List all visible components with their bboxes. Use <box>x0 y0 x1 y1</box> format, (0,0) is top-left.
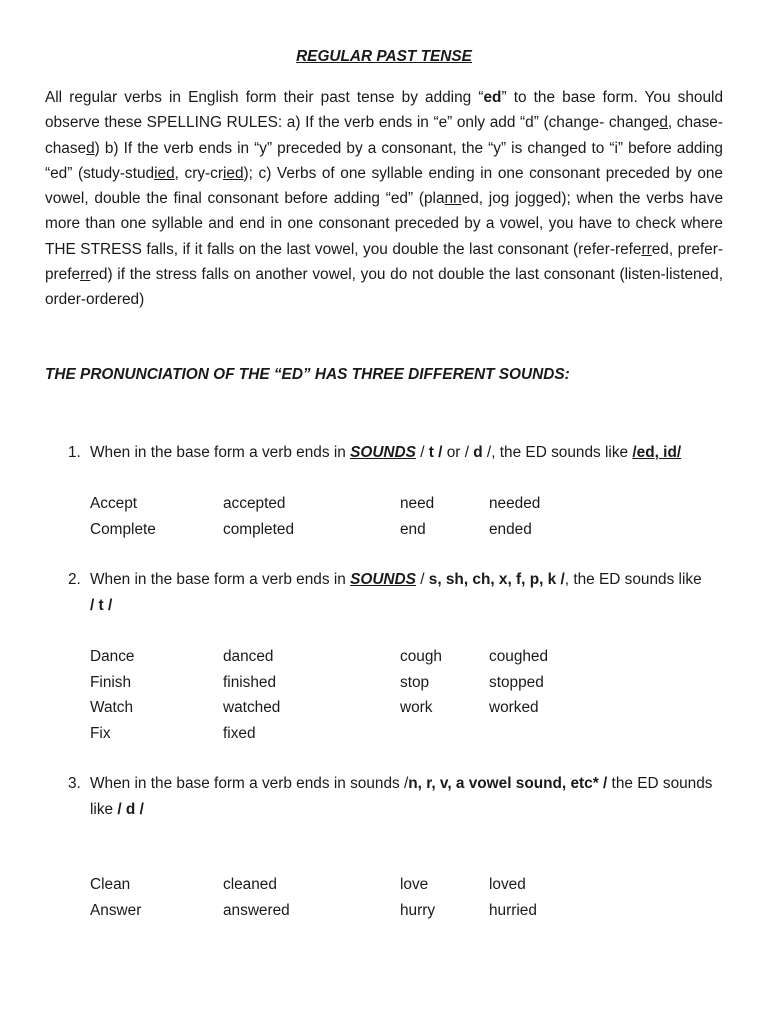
past-verb: ended <box>489 520 532 538</box>
past-verb: watched <box>223 699 281 716</box>
past-verb: answered <box>223 901 290 919</box>
base-verb: stop <box>400 673 430 691</box>
past-verb: needed <box>489 495 541 512</box>
list-number: 1. <box>68 444 81 461</box>
past-verb: danced <box>223 648 274 665</box>
table-row <box>90 695 590 721</box>
rule-item-2 <box>68 567 723 618</box>
sounds-label: SOUNDS <box>350 444 416 461</box>
intro-text: ed, prefer-prefe <box>45 240 723 284</box>
rule-text-part: /, the ED sounds like <box>482 444 633 461</box>
rule-text-part: the ED sounds <box>607 775 713 792</box>
rule-text-part: When in the base form a verb ends in sounds / <box>90 775 409 792</box>
table-row <box>90 644 590 670</box>
past-verb: fixed <box>223 724 256 742</box>
table-row <box>90 721 590 747</box>
rule-text-part: When in the base form a verb ends in <box>90 444 351 461</box>
rule-text <box>90 567 723 618</box>
verb-table-3 <box>90 872 590 923</box>
rule-text-part: / <box>415 444 429 461</box>
table-row <box>90 517 590 543</box>
rule-text-part: / <box>415 571 429 588</box>
intro-text: ” to the base form. You should observe these SPELLING RULES: a) If the verb ends in “e” only add “d” (change- change <box>45 89 723 132</box>
intro-underline: ied <box>154 164 175 182</box>
table-row <box>90 872 590 898</box>
rule-item-3 <box>68 771 723 822</box>
intro-underline: gg <box>527 190 545 208</box>
intro-underline: d <box>659 114 668 132</box>
intro-text: ed); when the verbs have more than one syllable and end in one consonant preceded by a vowel, you have to check where THE STRESS falls, if it falls on the last vowel, you double the last consonant (refer-refe <box>45 190 724 258</box>
intro-text: All regular verbs in English form their past tense by adding “ <box>45 89 484 106</box>
result-sound: / d / <box>117 800 144 818</box>
table-row <box>90 670 590 696</box>
intro-text: ); c) Verbs of one syllable ending in one consonant preceded by one vowel, double the final consonant before adding “ed” (pla <box>45 164 723 208</box>
sound-t: t / <box>428 444 443 461</box>
past-verb: worked <box>489 699 539 716</box>
past-verb: loved <box>489 876 526 893</box>
intro-underline: rr <box>80 266 91 284</box>
rule-text-part: or / <box>442 444 474 461</box>
base-verb: Watch <box>90 699 134 716</box>
intro-text: , cry-cr <box>174 164 223 182</box>
rule-text-part: When in the base form a verb ends in <box>90 571 351 588</box>
pronunciation-heading: THE PRONUNCIATION OF THE “ED” HAS THREE DIFFERENT SOUNDS: <box>45 366 570 383</box>
past-verb: stopped <box>489 673 544 691</box>
sound-list: n, r, v, a vowel sound, etc* / <box>408 775 608 792</box>
sound-list: s, sh, ch, x, f, p, k / <box>428 571 565 588</box>
base-verb: love <box>400 876 429 893</box>
base-verb: cough <box>400 648 442 665</box>
sounds-label: SOUNDS <box>350 571 416 588</box>
base-verb: Accept <box>90 495 138 512</box>
past-verb: accepted <box>223 495 286 512</box>
table-row <box>90 491 590 517</box>
past-verb: coughed <box>489 648 549 665</box>
rule-text <box>90 771 723 822</box>
result-sound: / t / <box>90 596 113 614</box>
intro-text: ed, jog jo <box>461 190 528 208</box>
intro-underline: rr <box>641 240 652 258</box>
sound-d: d <box>473 444 483 461</box>
base-verb: Clean <box>90 876 131 893</box>
intro-text: , chase-chase <box>45 114 723 157</box>
base-verb: hurry <box>400 901 436 919</box>
past-verb: cleaned <box>223 876 277 893</box>
intro-underline: ied <box>222 164 244 182</box>
verb-table-2 <box>90 644 590 746</box>
base-verb: Answer <box>90 901 142 919</box>
verb-table-1 <box>90 491 590 542</box>
table-row <box>90 898 590 924</box>
base-verb: Fix <box>90 724 111 742</box>
past-verb: finished <box>223 673 277 691</box>
base-verb: need <box>400 495 435 512</box>
past-verb: hurried <box>489 901 537 919</box>
rule-text-part: , the ED sounds like <box>564 571 702 588</box>
rule-text <box>90 440 723 466</box>
base-verb: Complete <box>90 520 156 538</box>
intro-underline: d <box>86 139 95 157</box>
intro-bold-ed: ed <box>483 89 502 106</box>
rule-text-part: like <box>90 800 118 818</box>
base-verb: end <box>400 520 426 538</box>
page-title: REGULAR PAST TENSE <box>296 48 472 65</box>
intro-paragraph <box>45 85 723 313</box>
past-verb: completed <box>223 520 295 538</box>
list-number: 2. <box>68 571 81 588</box>
result-sound: /ed, id/ <box>632 444 682 461</box>
intro-text: ed) if the stress falls on another vowel, you do not double the last consonant (listen-listened, order-ordered) <box>45 266 723 309</box>
base-verb: Finish <box>90 673 132 691</box>
rule-item-1 <box>68 440 723 466</box>
base-verb: work <box>400 699 433 716</box>
intro-underline: nn <box>444 190 462 208</box>
intro-text: ) b) If the verb ends in “y” preceded by a consonant, the “y” is changed to “i” before adding “ed” (study-stud <box>45 139 723 182</box>
list-number: 3. <box>68 775 81 792</box>
base-verb: Dance <box>90 648 135 665</box>
